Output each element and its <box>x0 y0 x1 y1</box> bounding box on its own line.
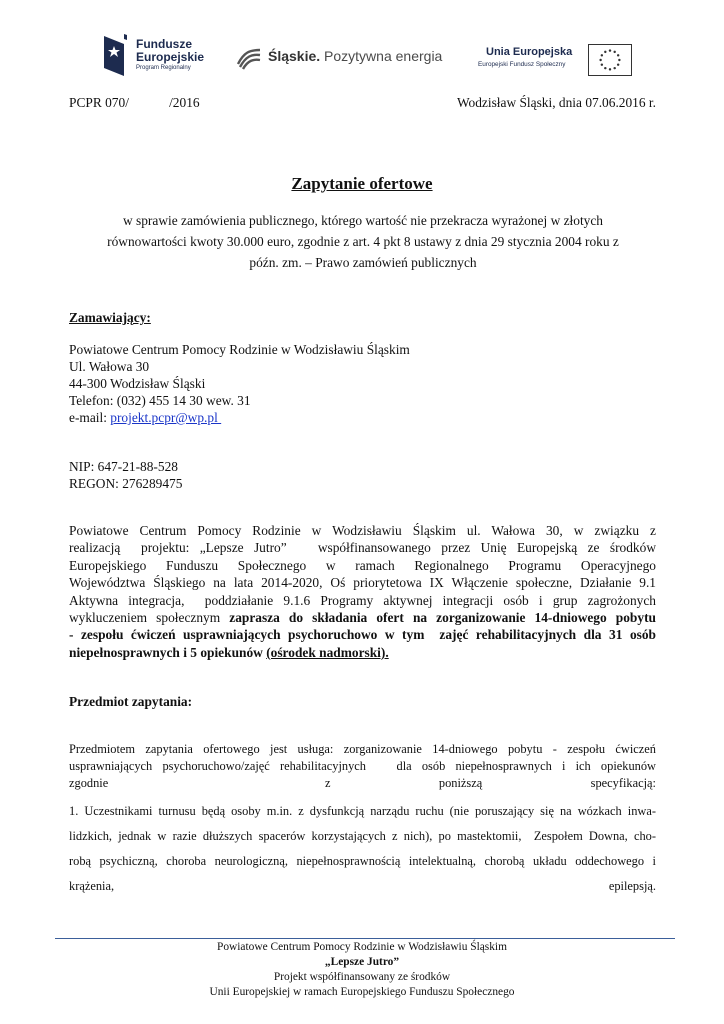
logo-unia-europejska <box>478 44 658 76</box>
footer-divider <box>55 938 675 939</box>
body-line8-underlined: (ośrodek nadmorski). <box>266 644 389 660</box>
intro-line: w sprawie zamówienia publicznego, którego wartość nie przekracza wyrażonej w złotych <box>123 213 603 228</box>
subject-line: Przedmiotem zapytania ofertowego jest usługa: zorganizowanie 14-dniowego pobytu - zespołu ćwiczeń <box>69 742 656 756</box>
ue-line1: Unia Europejska <box>486 46 573 58</box>
intro-line: późn. zm. – Prawo zamówień publicznych <box>249 255 477 270</box>
ue-line2: Europejski Fundusz Społeczny <box>478 61 566 68</box>
eu-flag-icon <box>588 44 632 76</box>
place-and-date: Wodzisław Śląski, dnia 07.06.2016 r. <box>456 95 656 110</box>
body-line: realizacją projektu: „Lepsze Jutro” współfinansowanego przez Unię Europejską ze środków <box>69 540 656 556</box>
footer-line1: Powiatowe Centrum Pomocy Rodzinie w Wodzisławiu Śląskim <box>217 941 507 953</box>
fe-line2: Europejskie <box>136 50 205 64</box>
slaskie-icon <box>236 46 262 70</box>
body-line: Powiatowe Centrum Pomocy Rodzinie w Wodzisławiu Śląskim ul. Wałowa 30, w związku z <box>69 523 656 538</box>
body-line: Województwa Śląskiego na lata 2014-2020, Oś priorytetowa IX Włączenie społeczne, Działanie 9.1 <box>69 575 656 591</box>
document-reference: PCPR 070/ /2016 <box>69 95 200 110</box>
fe-line3: Program Regionalny <box>136 65 191 71</box>
intro-paragraph <box>72 210 654 273</box>
orderer-street: Ul. Wałowa 30 <box>69 359 150 374</box>
list-line: 1. Uczestnikami turnusu będą osoby m.in. z dysfunkcją narządu ruchu (nie poruszający się na wózkach inwa- <box>69 804 656 818</box>
logo-slaskie <box>236 44 446 74</box>
footer-line3: Projekt współfinansowany ze środków <box>273 971 451 983</box>
slaskie-tagline: Pozytywna energia <box>324 48 443 64</box>
intro-line: równowartości kwoty 30.000 euro, zgodnie z art. 4 pkt 8 ustawy z dnia 29 stycznia 2004 roku z <box>107 234 619 249</box>
list-line: lidzkich, jednak w razie dłuższych spacerów korzystających z nich), po mastektomii, Zespołem Downa, cho- <box>69 829 656 843</box>
body-line: Aktywna integracja, poddziałanie 9.1.6 Programy aktywnej integracji osób i grup zagrożonych <box>69 592 656 608</box>
footer-block <box>0 940 724 1000</box>
body-line <box>69 609 656 626</box>
orderer-city: 44-300 Wodzisław Śląski <box>69 376 206 391</box>
subject-heading: Przedmiot zapytania: <box>69 694 193 709</box>
orderer-address <box>69 341 410 426</box>
slaskie-brand: Śląskie. <box>268 48 321 64</box>
body-line <box>69 626 656 643</box>
list-line: robą psychiczną, choroba neurologiczną, niepełnosprawnością intelektualną, chorobą układu oddechowego i <box>69 854 656 868</box>
body-line8-bold: niepełnosprawnych i 5 opiekunów <box>69 644 267 660</box>
footer-line4: Unii Europejskiej w ramach Europejskiego Funduszu Społecznego <box>209 986 515 998</box>
fe-line1: Fundusze <box>136 37 192 51</box>
body-line: Europejskiego Funduszu Społecznego w ramach Regionalnego Programu Operacyjnego <box>69 557 656 573</box>
subject-line: usprawniających psychoruchowo/zajęć rehabilitacyjnych dla osób niepełnosprawnych i ich opiekunów <box>69 759 656 773</box>
list-line: krążenia, epilepsją. <box>69 879 656 893</box>
body-line6-bold: zaprasza do składania ofert na zorganizowanie 14-dniowego pobytu <box>229 610 656 625</box>
body-line <box>69 644 656 661</box>
orderer-ids <box>69 458 182 492</box>
footer-line2: „Lepsze Jutro” <box>324 956 400 968</box>
orderer-email-row <box>69 409 410 426</box>
email-link[interactable]: projekt.pcpr@wp.pl <box>110 410 222 425</box>
logo-fundusze-europejskie <box>100 30 220 82</box>
email-label: e-mail: <box>69 410 111 425</box>
subject-line: zgodnie z poniższą specyfikacją: <box>69 776 656 790</box>
orderer-nip: NIP: 647-21-88-528 <box>69 459 178 474</box>
orderer-regon: REGON: 276289475 <box>69 476 183 491</box>
orderer-heading: Zamawiający: <box>69 310 151 325</box>
orderer-phone: Telefon: (032) 455 14 30 wew. 31 <box>69 393 251 408</box>
body-line6-plain: wykluczeniem społecznym <box>69 610 230 625</box>
body-line7-bold: - zespołu ćwiczeń usprawniających psychoruchowo w tym zajęć rehabilitacyjnych dla 31 osób <box>69 627 656 643</box>
fundusze-europejskie-icon <box>100 32 128 78</box>
orderer-name: Powiatowe Centrum Pomocy Rodzinie w Wodzisławiu Śląskim <box>69 342 410 357</box>
document-title: Zapytanie ofertowe <box>291 174 433 193</box>
